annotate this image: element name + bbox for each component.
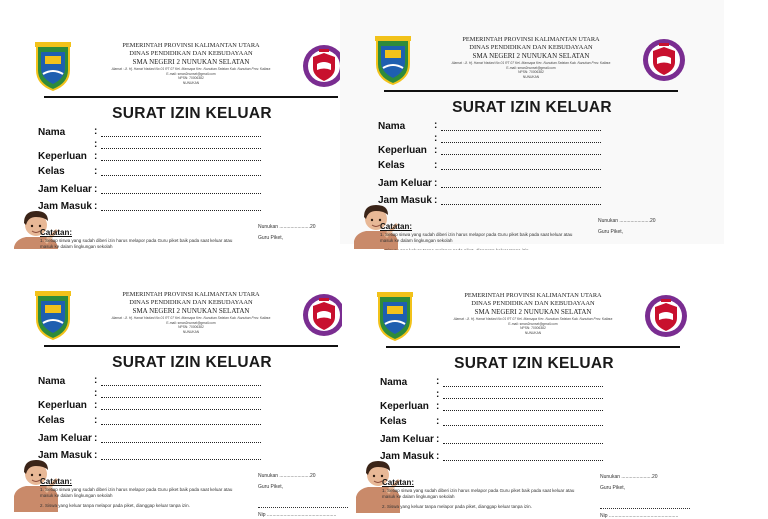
letterhead — [340, 0, 724, 92]
field-keperluan-line[interactable] — [101, 409, 261, 410]
field-jam-keluar-line[interactable] — [441, 187, 601, 188]
signature-place-date: Nunukan ......................20 — [600, 474, 658, 480]
letterhead-email: E-mail: sman2nunsel@gmail.com — [166, 320, 216, 325]
signature-role: Guru Piket, — [600, 485, 626, 491]
field-colon: : — [436, 451, 440, 462]
field-jam-masuk-line[interactable] — [443, 460, 603, 461]
kaltara-crest-icon — [33, 40, 73, 92]
signature-nip: Nip .................................................. — [258, 512, 337, 518]
field-colon: : — [94, 139, 98, 150]
letterhead-email: E-mail: sman2nunsel@gmail.com — [506, 65, 556, 70]
field-label-jam-masuk: Jam Masuk — [38, 201, 92, 212]
signature-place-date: Nunukan ......................20 — [258, 473, 316, 479]
field-label-jam-masuk: Jam Masuk — [38, 450, 92, 461]
letterhead-city: NUNUKAN — [182, 329, 200, 334]
note-item-1: 1. Setiap siswa yang sudah diberi izin harus melapor pada Guru piket baik pada saat keluar atau masuk ke dalam lingkungan sekolah — [40, 487, 233, 498]
field-kelas-line[interactable] — [443, 425, 603, 426]
letterhead — [0, 0, 384, 98]
letterhead-email: E-mail: sman2nunsel@gmail.com — [508, 321, 558, 326]
letterhead-npsn: NPSN: 70006382 — [520, 326, 546, 330]
field-jam-keluar-line[interactable] — [101, 442, 261, 443]
field-colon: : — [434, 145, 438, 156]
field-jam-masuk-line[interactable] — [101, 210, 261, 211]
field-colon: : — [94, 388, 98, 399]
field-jam-masuk-line[interactable] — [101, 459, 261, 460]
field-label-keperluan: Keperluan — [38, 151, 87, 162]
letterhead-npsn: NPSN: 70006382 — [178, 76, 204, 80]
field-label-kelas: Kelas — [380, 416, 407, 427]
field-colon: : — [436, 376, 440, 387]
field-label-kelas: Kelas — [38, 415, 65, 426]
form-title: SURAT IZIN KELUAR — [454, 355, 614, 372]
note-item-2: 2. Siswa yang keluar tanpa melapor pada piket, dianggap keluar tanpa izin. — [40, 503, 190, 508]
school-emblem-icon — [644, 294, 688, 338]
letterhead-city: NUNUKAN — [182, 80, 200, 85]
letterhead-rule — [44, 345, 338, 347]
letterhead-rule — [384, 90, 678, 92]
note-item-1: 1. Setiap siswa yang sudah diberi izin harus melapor pada Guru piket baik pada saat keluar atau masuk ke dalam lingkungan sekolah — [40, 238, 233, 249]
signature-role: Guru Piket, — [258, 235, 284, 241]
letterhead-rule — [44, 96, 338, 98]
letterhead-rule — [386, 346, 680, 348]
field-kelas-line[interactable] — [101, 424, 261, 425]
letterhead-province: PEMERINTAH PROVINSI KALIMANTAN UTARA — [122, 291, 260, 298]
field-jam-keluar-line[interactable] — [443, 443, 603, 444]
field-colon: : — [94, 201, 98, 212]
form-title: SURAT IZIN KELUAR — [452, 99, 612, 116]
field-label-kelas: Kelas — [378, 160, 405, 171]
field-colon: : — [436, 389, 440, 400]
form-title: SURAT IZIN KELUAR — [112, 105, 272, 122]
field-colon: : — [94, 400, 98, 411]
signature-place-date: Nunukan ......................20 — [258, 224, 316, 230]
field-nama-line[interactable] — [101, 136, 261, 137]
field-colon: : — [94, 166, 98, 177]
kaltara-crest-icon — [375, 290, 415, 342]
field-colon: : — [436, 416, 440, 427]
letterhead-school: SMA NEGERI 2 NUNUKAN SELATAN — [474, 308, 592, 316]
letterhead — [342, 250, 726, 348]
kaltara-crest-icon — [373, 34, 413, 86]
field-label-keperluan: Keperluan — [380, 401, 429, 412]
signature-place-date: Nunukan ......................20 — [598, 218, 656, 224]
field-label-keperluan: Keperluan — [38, 400, 87, 411]
permit-form-copy-3 — [0, 249, 384, 518]
signature-role: Guru Piket, — [258, 484, 284, 490]
letterhead-address: Alamat : Jl. Hj. Hamzi Hadani No 01 RT 07 Kel. Mansapa Kec. Nunukan Selatan Kab. Nunukan Prov. Kaltara — [111, 67, 271, 71]
letterhead-province: PEMERINTAH PROVINSI KALIMANTAN UTARA — [464, 292, 602, 299]
letterhead-school: SMA NEGERI 2 NUNUKAN SELATAN — [132, 307, 250, 315]
field-jam-masuk-line[interactable] — [441, 204, 601, 205]
field-label-jam-keluar: Jam Keluar — [38, 184, 92, 195]
field-label-kelas: Kelas — [38, 166, 65, 177]
field-colon: : — [94, 375, 98, 386]
field-colon: : — [436, 434, 440, 445]
field-kelas-line[interactable] — [101, 175, 261, 176]
field-nama-line-2[interactable] — [101, 148, 261, 149]
field-nama-line-2[interactable] — [443, 398, 603, 399]
letterhead-address: Alamat : Jl. Hj. Hamzi Hadani No 01 RT 07 Kel. Mansapa Kec. Nunukan Selatan Kab. Nunukan Prov. Kaltara — [451, 61, 611, 65]
field-colon: : — [94, 450, 98, 461]
field-kelas-line[interactable] — [441, 169, 601, 170]
letterhead-npsn: NPSN: 70006382 — [178, 325, 204, 329]
signature-nip: Nip .................................................. — [600, 513, 679, 519]
letterhead-address: Alamat : Jl. Hj. Hamzi Hadani No 01 RT 07 Kel. Mansapa Kec. Nunukan Selatan Kab. Nunukan Prov. Kaltara — [453, 317, 613, 321]
letterhead-office: DINAS PENDIDIKAN DAN KEBUDAYAAN — [129, 299, 253, 306]
field-nama-line-2[interactable] — [101, 397, 261, 398]
kaltara-crest-icon — [33, 289, 73, 341]
field-nama-line[interactable] — [443, 386, 603, 387]
field-nama-line[interactable] — [101, 385, 261, 386]
letterhead-npsn: NPSN: 70006382 — [518, 70, 544, 74]
field-colon: : — [94, 126, 98, 137]
field-label-jam-masuk: Jam Masuk — [378, 195, 432, 206]
field-colon: : — [434, 133, 438, 144]
field-label-jam-keluar: Jam Keluar — [378, 178, 432, 189]
field-keperluan-line[interactable] — [443, 410, 603, 411]
school-emblem-icon — [642, 38, 686, 82]
letterhead-province: PEMERINTAH PROVINSI KALIMANTAN UTARA — [462, 36, 600, 43]
field-label-keperluan: Keperluan — [378, 145, 427, 156]
letterhead-office: DINAS PENDIDIKAN DAN KEBUDAYAAN — [469, 44, 593, 51]
notes-heading: Catatan: — [40, 228, 73, 237]
field-label-jam-keluar: Jam Keluar — [380, 434, 434, 445]
field-label-jam-masuk: Jam Masuk — [380, 451, 434, 462]
field-colon: : — [94, 433, 98, 444]
permit-form-copy-1 — [0, 0, 384, 250]
field-label-jam-keluar: Jam Keluar — [38, 433, 92, 444]
permit-form-copy-4 — [342, 250, 726, 519]
field-colon: : — [434, 195, 438, 206]
permit-form-copy-2 — [340, 0, 724, 244]
notes-heading: Catatan: — [380, 222, 413, 231]
field-nama-line[interactable] — [441, 130, 601, 131]
letterhead-province: PEMERINTAH PROVINSI KALIMANTAN UTARA — [122, 42, 260, 49]
letterhead-city: NUNUKAN — [524, 330, 542, 335]
letterhead-address: Alamat : Jl. Hj. Hamzi Hadani No 01 RT 07 Kel. Mansapa Kec. Nunukan Selatan Kab. Nunukan Prov. Kaltara — [111, 316, 271, 320]
letterhead-city: NUNUKAN — [522, 74, 540, 79]
field-nama-line-2[interactable] — [441, 142, 601, 143]
note-item-1: 1. Setiap siswa yang sudah diberi izin harus melapor pada Guru piket baik pada saat keluar atau masuk ke dalam lingkungan sekolah — [380, 232, 573, 243]
signature-name-line — [600, 508, 690, 509]
school-emblem-icon — [302, 293, 346, 337]
signature-role: Guru Piket, — [598, 229, 624, 235]
note-item-2: 2. Siswa yang keluar tanpa melapor pada piket, dianggap keluar tanpa izin. — [382, 504, 532, 509]
field-colon: : — [94, 184, 98, 195]
field-colon: : — [434, 120, 438, 131]
letterhead — [0, 249, 384, 347]
letterhead-school: SMA NEGERI 2 NUNUKAN SELATAN — [132, 58, 250, 66]
field-jam-keluar-line[interactable] — [101, 193, 261, 194]
field-label-nama: Nama — [38, 376, 66, 387]
field-colon: : — [434, 178, 438, 189]
notes-heading: Catatan: — [382, 478, 415, 487]
letterhead-office: DINAS PENDIDIKAN DAN KEBUDAYAAN — [129, 50, 253, 57]
field-colon: : — [94, 415, 98, 426]
notes-heading: Catatan: — [40, 477, 73, 486]
field-label-nama: Nama — [378, 121, 406, 132]
form-title: SURAT IZIN KELUAR — [112, 354, 272, 371]
letterhead-email: E-mail: sman2nunsel@gmail.com — [166, 71, 216, 76]
field-colon: : — [436, 401, 440, 412]
letterhead-office: DINAS PENDIDIKAN DAN KEBUDAYAAN — [471, 300, 595, 307]
letterhead-school: SMA NEGERI 2 NUNUKAN SELATAN — [472, 52, 590, 60]
signature-name-line — [258, 507, 348, 508]
field-keperluan-line[interactable] — [101, 160, 261, 161]
field-keperluan-line[interactable] — [441, 154, 601, 155]
field-label-nama: Nama — [38, 127, 66, 138]
note-item-1: 1. Setiap siswa yang sudah diberi izin harus melapor pada Guru piket baik pada saat keluar atau masuk ke dalam lingkungan sekolah — [382, 488, 575, 499]
field-colon: : — [94, 151, 98, 162]
field-colon: : — [434, 160, 438, 171]
field-label-nama: Nama — [380, 377, 408, 388]
